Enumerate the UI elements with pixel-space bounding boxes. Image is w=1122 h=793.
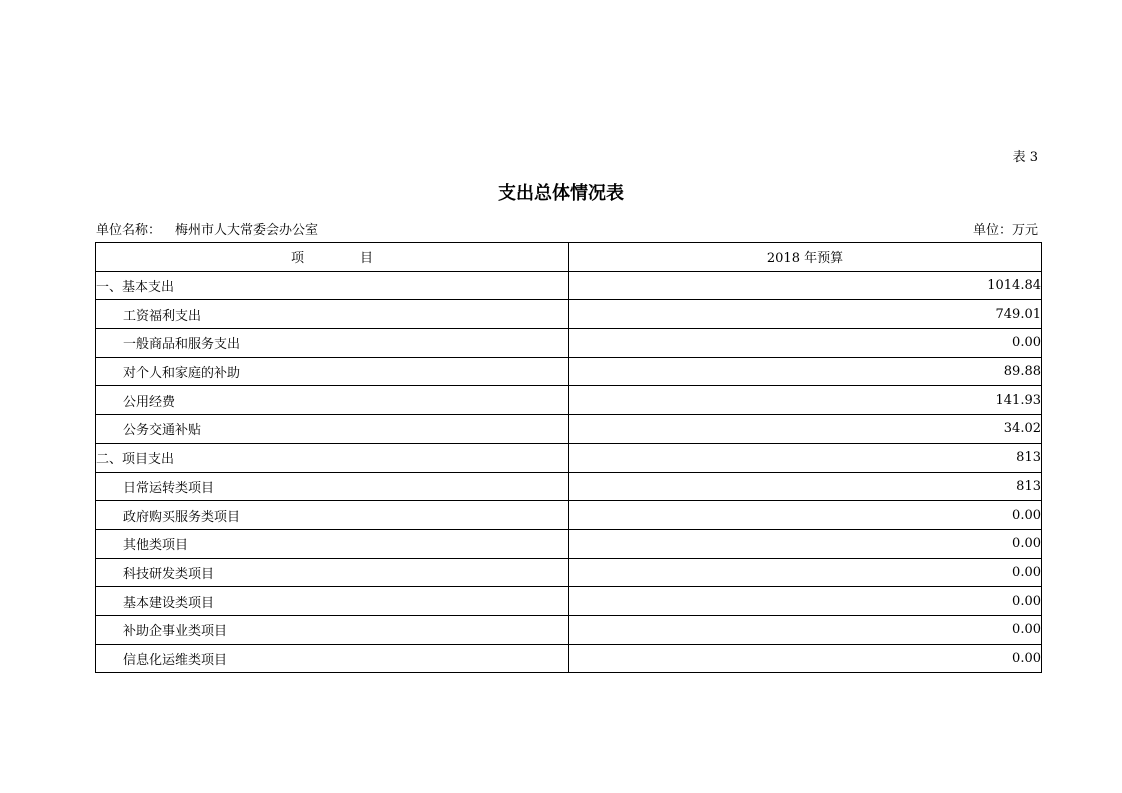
row-item-name: 一般商品和服务支出 bbox=[96, 329, 569, 358]
row-budget-value: 0.00 bbox=[569, 558, 1042, 587]
row-budget-value: 34.02 bbox=[569, 415, 1042, 444]
table-row bbox=[96, 329, 1042, 358]
row-budget-value: 141.93 bbox=[569, 386, 1042, 415]
row-item-name: 公务交通补贴 bbox=[96, 415, 569, 444]
table-row bbox=[96, 472, 1042, 501]
row-budget-value: 0.00 bbox=[569, 501, 1042, 530]
row-item-name: 补助企事业类项目 bbox=[96, 615, 569, 644]
row-item-name: 对个人和家庭的补助 bbox=[96, 357, 569, 386]
unit-name-value: 梅州市人大常委会办公室 bbox=[175, 223, 319, 238]
table-body bbox=[96, 271, 1042, 673]
row-budget-value: 1014.84 bbox=[569, 271, 1042, 300]
table-header-row bbox=[96, 243, 1042, 272]
unit-of-measure: 单位：万元 bbox=[972, 223, 1038, 238]
row-budget-value: 0.00 bbox=[569, 529, 1042, 558]
table-row bbox=[96, 357, 1042, 386]
table-number: 表 3 bbox=[1012, 150, 1038, 165]
table-row bbox=[96, 271, 1042, 300]
unit-name-label: 单位名称： bbox=[96, 223, 162, 238]
table-row bbox=[96, 386, 1042, 415]
row-item-name: 二、项目支出 bbox=[96, 443, 569, 472]
table-row bbox=[96, 558, 1042, 587]
header-item-part2: 目 bbox=[360, 251, 374, 267]
table-row bbox=[96, 443, 1042, 472]
row-item-name: 一、基本支出 bbox=[96, 271, 569, 300]
header-budget: 2018 年预算 bbox=[569, 243, 1042, 272]
row-item-name: 其他类项目 bbox=[96, 529, 569, 558]
table-row bbox=[96, 587, 1042, 616]
row-item-name: 公用经费 bbox=[96, 386, 569, 415]
expenditure-table bbox=[95, 242, 1042, 673]
header-item bbox=[96, 243, 569, 272]
row-item-name: 政府购买服务类项目 bbox=[96, 501, 569, 530]
row-item-name: 科技研发类项目 bbox=[96, 558, 569, 587]
table-row bbox=[96, 615, 1042, 644]
table-row bbox=[96, 300, 1042, 329]
table-row bbox=[96, 529, 1042, 558]
row-item-name: 信息化运维类项目 bbox=[96, 644, 569, 673]
row-budget-value: 813 bbox=[569, 472, 1042, 501]
table-row bbox=[96, 415, 1042, 444]
row-budget-value: 89.88 bbox=[569, 357, 1042, 386]
row-item-name: 工资福利支出 bbox=[96, 300, 569, 329]
table-row bbox=[96, 644, 1042, 673]
row-budget-value: 0.00 bbox=[569, 615, 1042, 644]
unit-name bbox=[96, 219, 318, 238]
row-budget-value: 0.00 bbox=[569, 644, 1042, 673]
page-title: 支出总体情况表 bbox=[498, 183, 624, 204]
row-budget-value: 749.01 bbox=[569, 300, 1042, 329]
row-budget-value: 0.00 bbox=[569, 329, 1042, 358]
table-row bbox=[96, 501, 1042, 530]
header-item-part1: 项 bbox=[290, 251, 304, 267]
row-item-name: 基本建设类项目 bbox=[96, 587, 569, 616]
row-item-name: 日常运转类项目 bbox=[96, 472, 569, 501]
row-budget-value: 0.00 bbox=[569, 587, 1042, 616]
row-budget-value: 813 bbox=[569, 443, 1042, 472]
